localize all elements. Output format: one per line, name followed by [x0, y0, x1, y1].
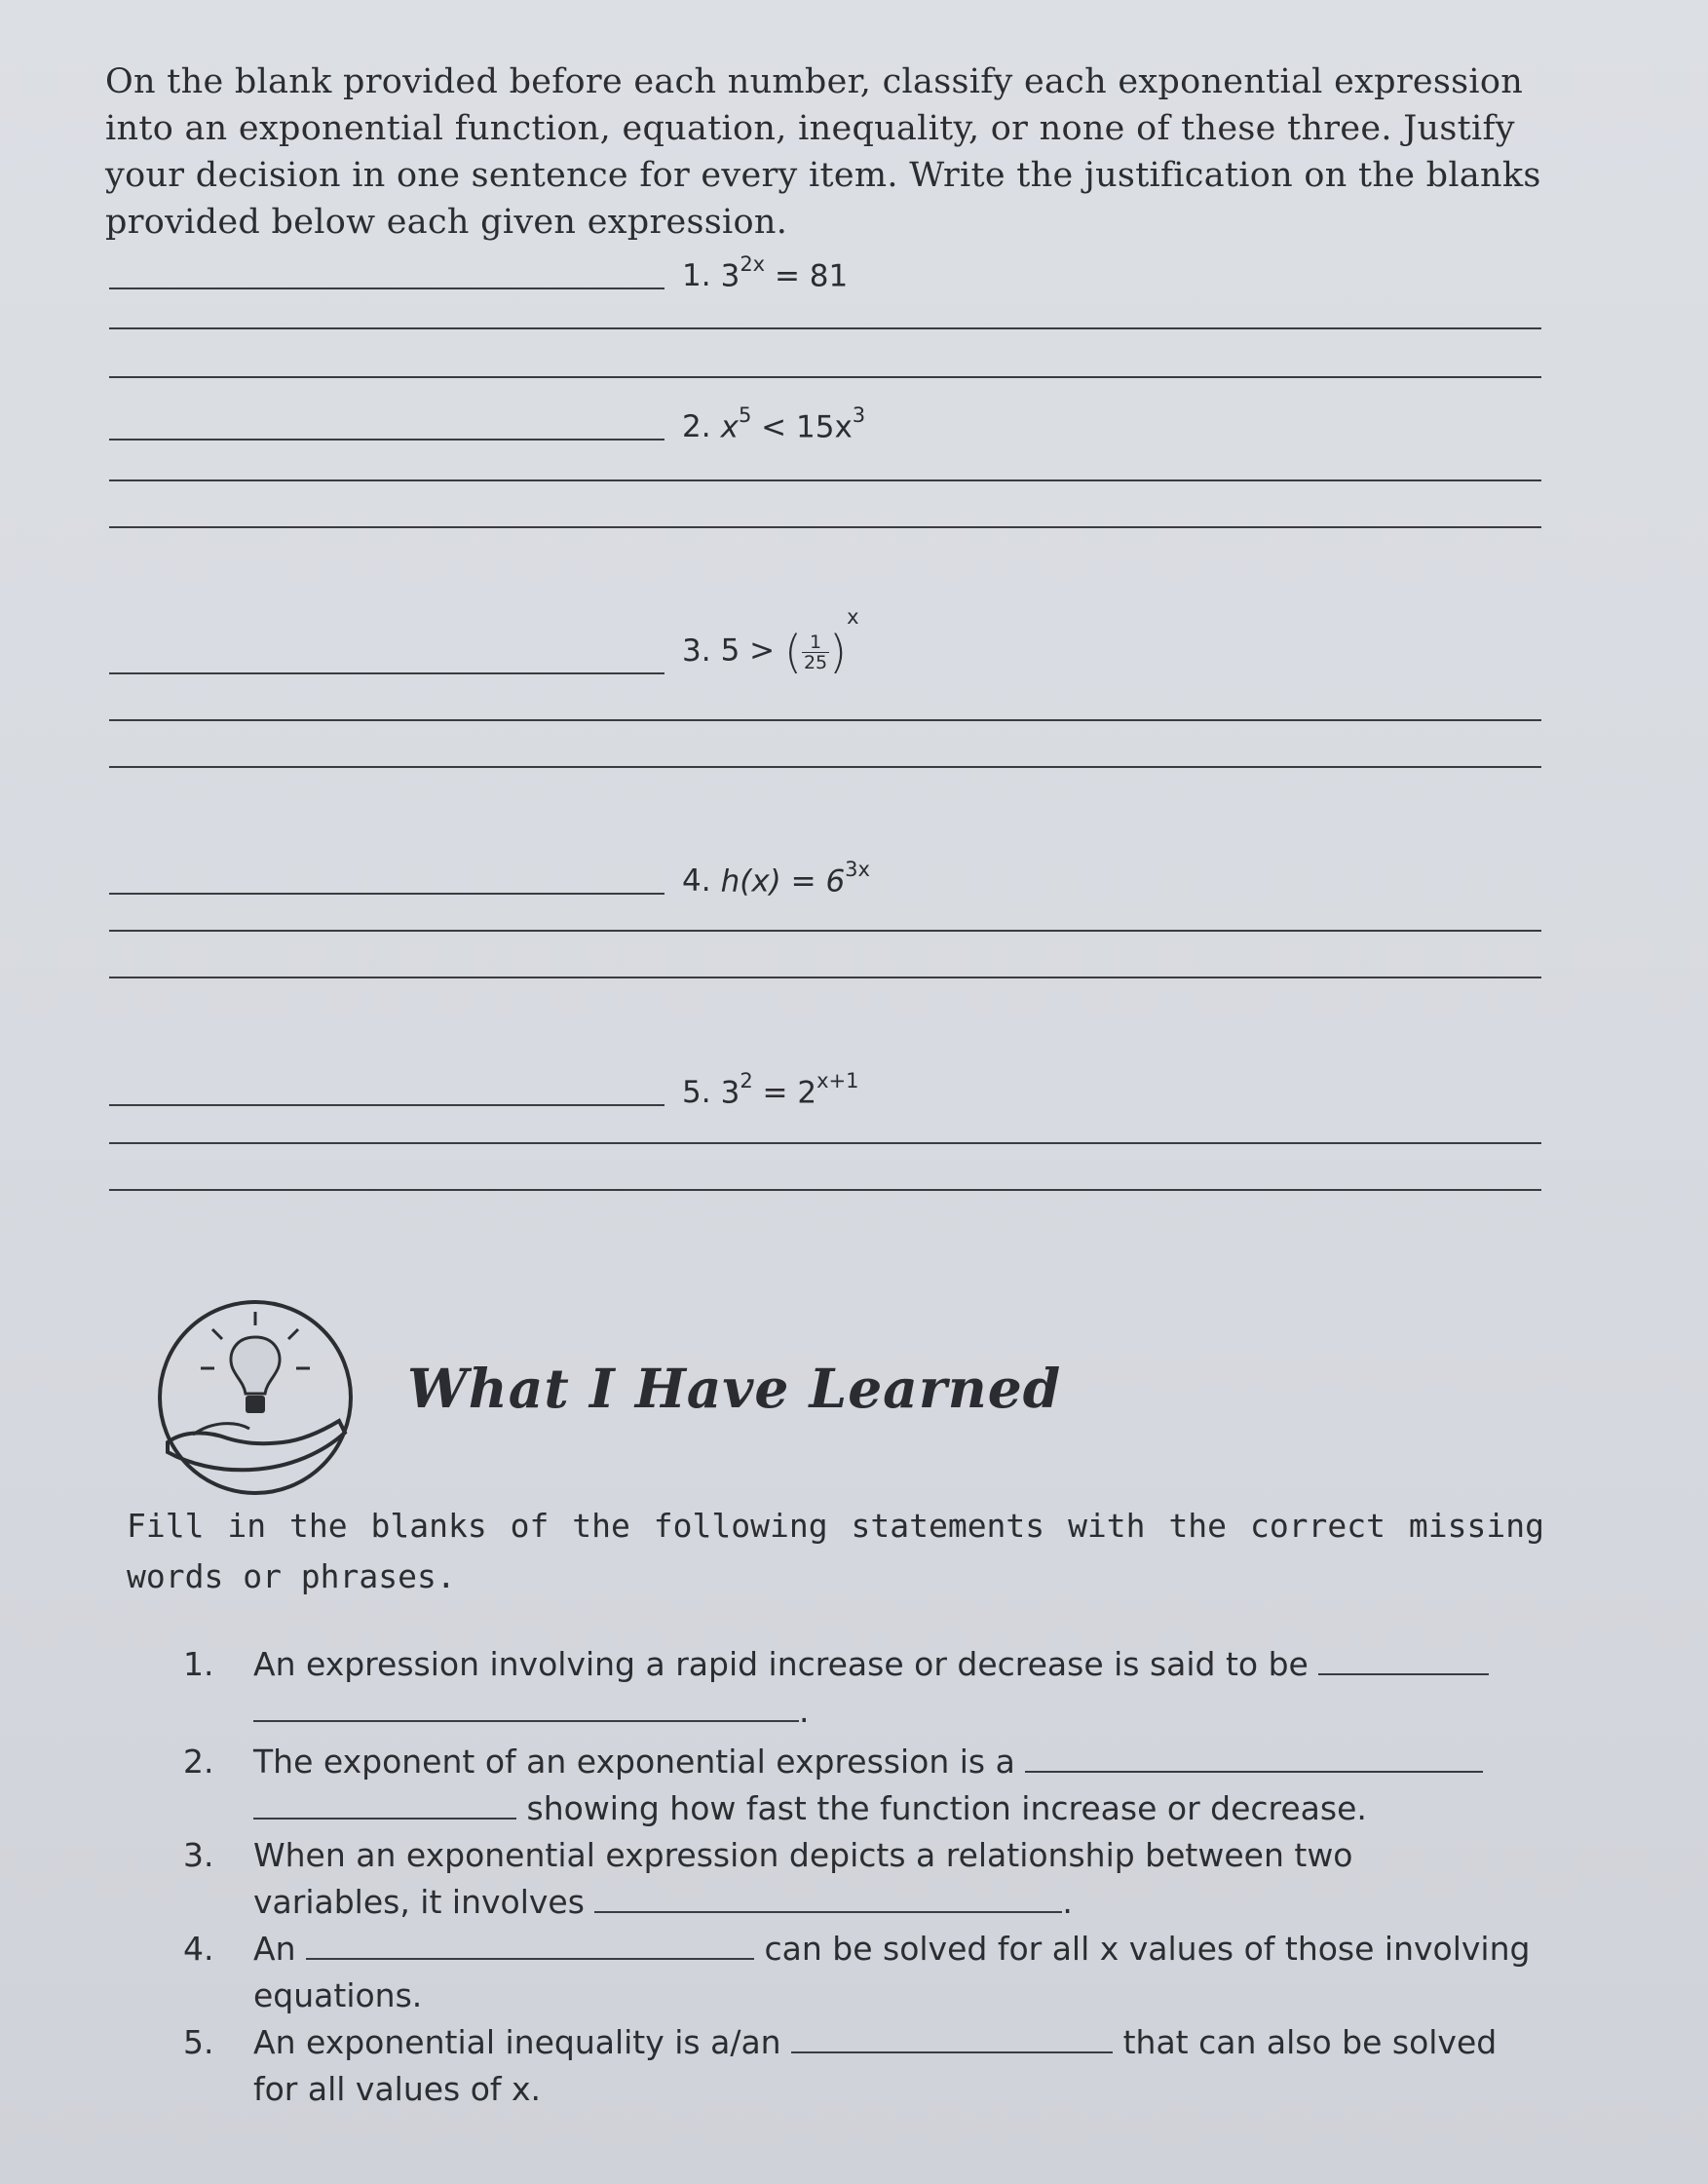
- answer-blank-2[interactable]: [109, 439, 664, 441]
- item-4-expression: 4. $h(x) = 6^{3x}$: [682, 857, 870, 899]
- item-1-expression: 1. $3^{2x} = 81$: [682, 251, 849, 293]
- justification-line-2b[interactable]: [109, 526, 1541, 528]
- answer-blank-1[interactable]: [109, 287, 664, 289]
- answer-blank-5[interactable]: [109, 1104, 664, 1106]
- justification-line-1a[interactable]: [109, 327, 1541, 329]
- justification-line-2a[interactable]: [109, 479, 1541, 481]
- fill-blank-3[interactable]: [594, 1882, 1062, 1913]
- justification-line-3a[interactable]: [109, 719, 1541, 721]
- fill-blank-5[interactable]: [791, 2022, 1113, 2053]
- fill-blank-1a[interactable]: [1318, 1644, 1489, 1675]
- justification-line-5a[interactable]: [109, 1142, 1541, 1144]
- fill-blank-1b[interactable]: [253, 1691, 799, 1722]
- fill-blank-4[interactable]: [306, 1929, 754, 1960]
- justification-line-3b[interactable]: [109, 766, 1541, 768]
- item-1: [109, 239, 1541, 297]
- justification-line-4a[interactable]: [109, 930, 1541, 932]
- justification-line-1b[interactable]: [109, 376, 1541, 378]
- justification-line-5b[interactable]: [109, 1189, 1541, 1191]
- classification-instructions: On the blank provided before each number, classify each exponential expression into an exponential function, equation, inequality, or none of these three. Justify your decision in one sentence for every item. Write the justification on the blanks provided below each given expression.: [105, 62, 1541, 242]
- statement-3: 3. When an exponential expression depicts a relationship between two variables, it involves .: [183, 1836, 1353, 1921]
- item-3-expression: 3. 5 > ( $\frac{1}{25}$ )$^x$: [682, 605, 859, 678]
- statement-4: 4. An can be solved for all x values of those involving equations.: [183, 1930, 1531, 2014]
- item-4: [109, 844, 1541, 902]
- answer-blank-4[interactable]: [109, 893, 664, 895]
- fill-blank-2a[interactable]: [1025, 1742, 1483, 1773]
- item-3: [109, 605, 1541, 682]
- item-2: [109, 390, 1541, 448]
- fill-in-instructions: Fill in the blanks of the following statements with the correct missing words or phrases.: [127, 1507, 1544, 1595]
- answer-blank-3[interactable]: [109, 672, 664, 674]
- fill-blank-2b[interactable]: [253, 1788, 516, 1820]
- item-5: [109, 1055, 1541, 1114]
- item-2-expression: 2. $x^5 < 15x^3$: [682, 402, 866, 444]
- item-5-expression: 5. $3^2 = 2^{x+1}$: [682, 1068, 859, 1110]
- statement-2: 2. The exponent of an exponential expression is a showing how fast the function increase or decrease.: [183, 1739, 1552, 1836]
- section-title: What I Have Learned: [407, 1357, 1062, 1420]
- statement-1: 1. An expression involving a rapid increase or decrease is said to be .: [183, 1641, 1552, 1739]
- statement-5: 5. An exponential inequality is a/an that can also be solved for all values of x.: [183, 2023, 1498, 2108]
- justification-line-4b[interactable]: [109, 977, 1541, 978]
- lightbulb-hand-icon: [154, 1296, 357, 1499]
